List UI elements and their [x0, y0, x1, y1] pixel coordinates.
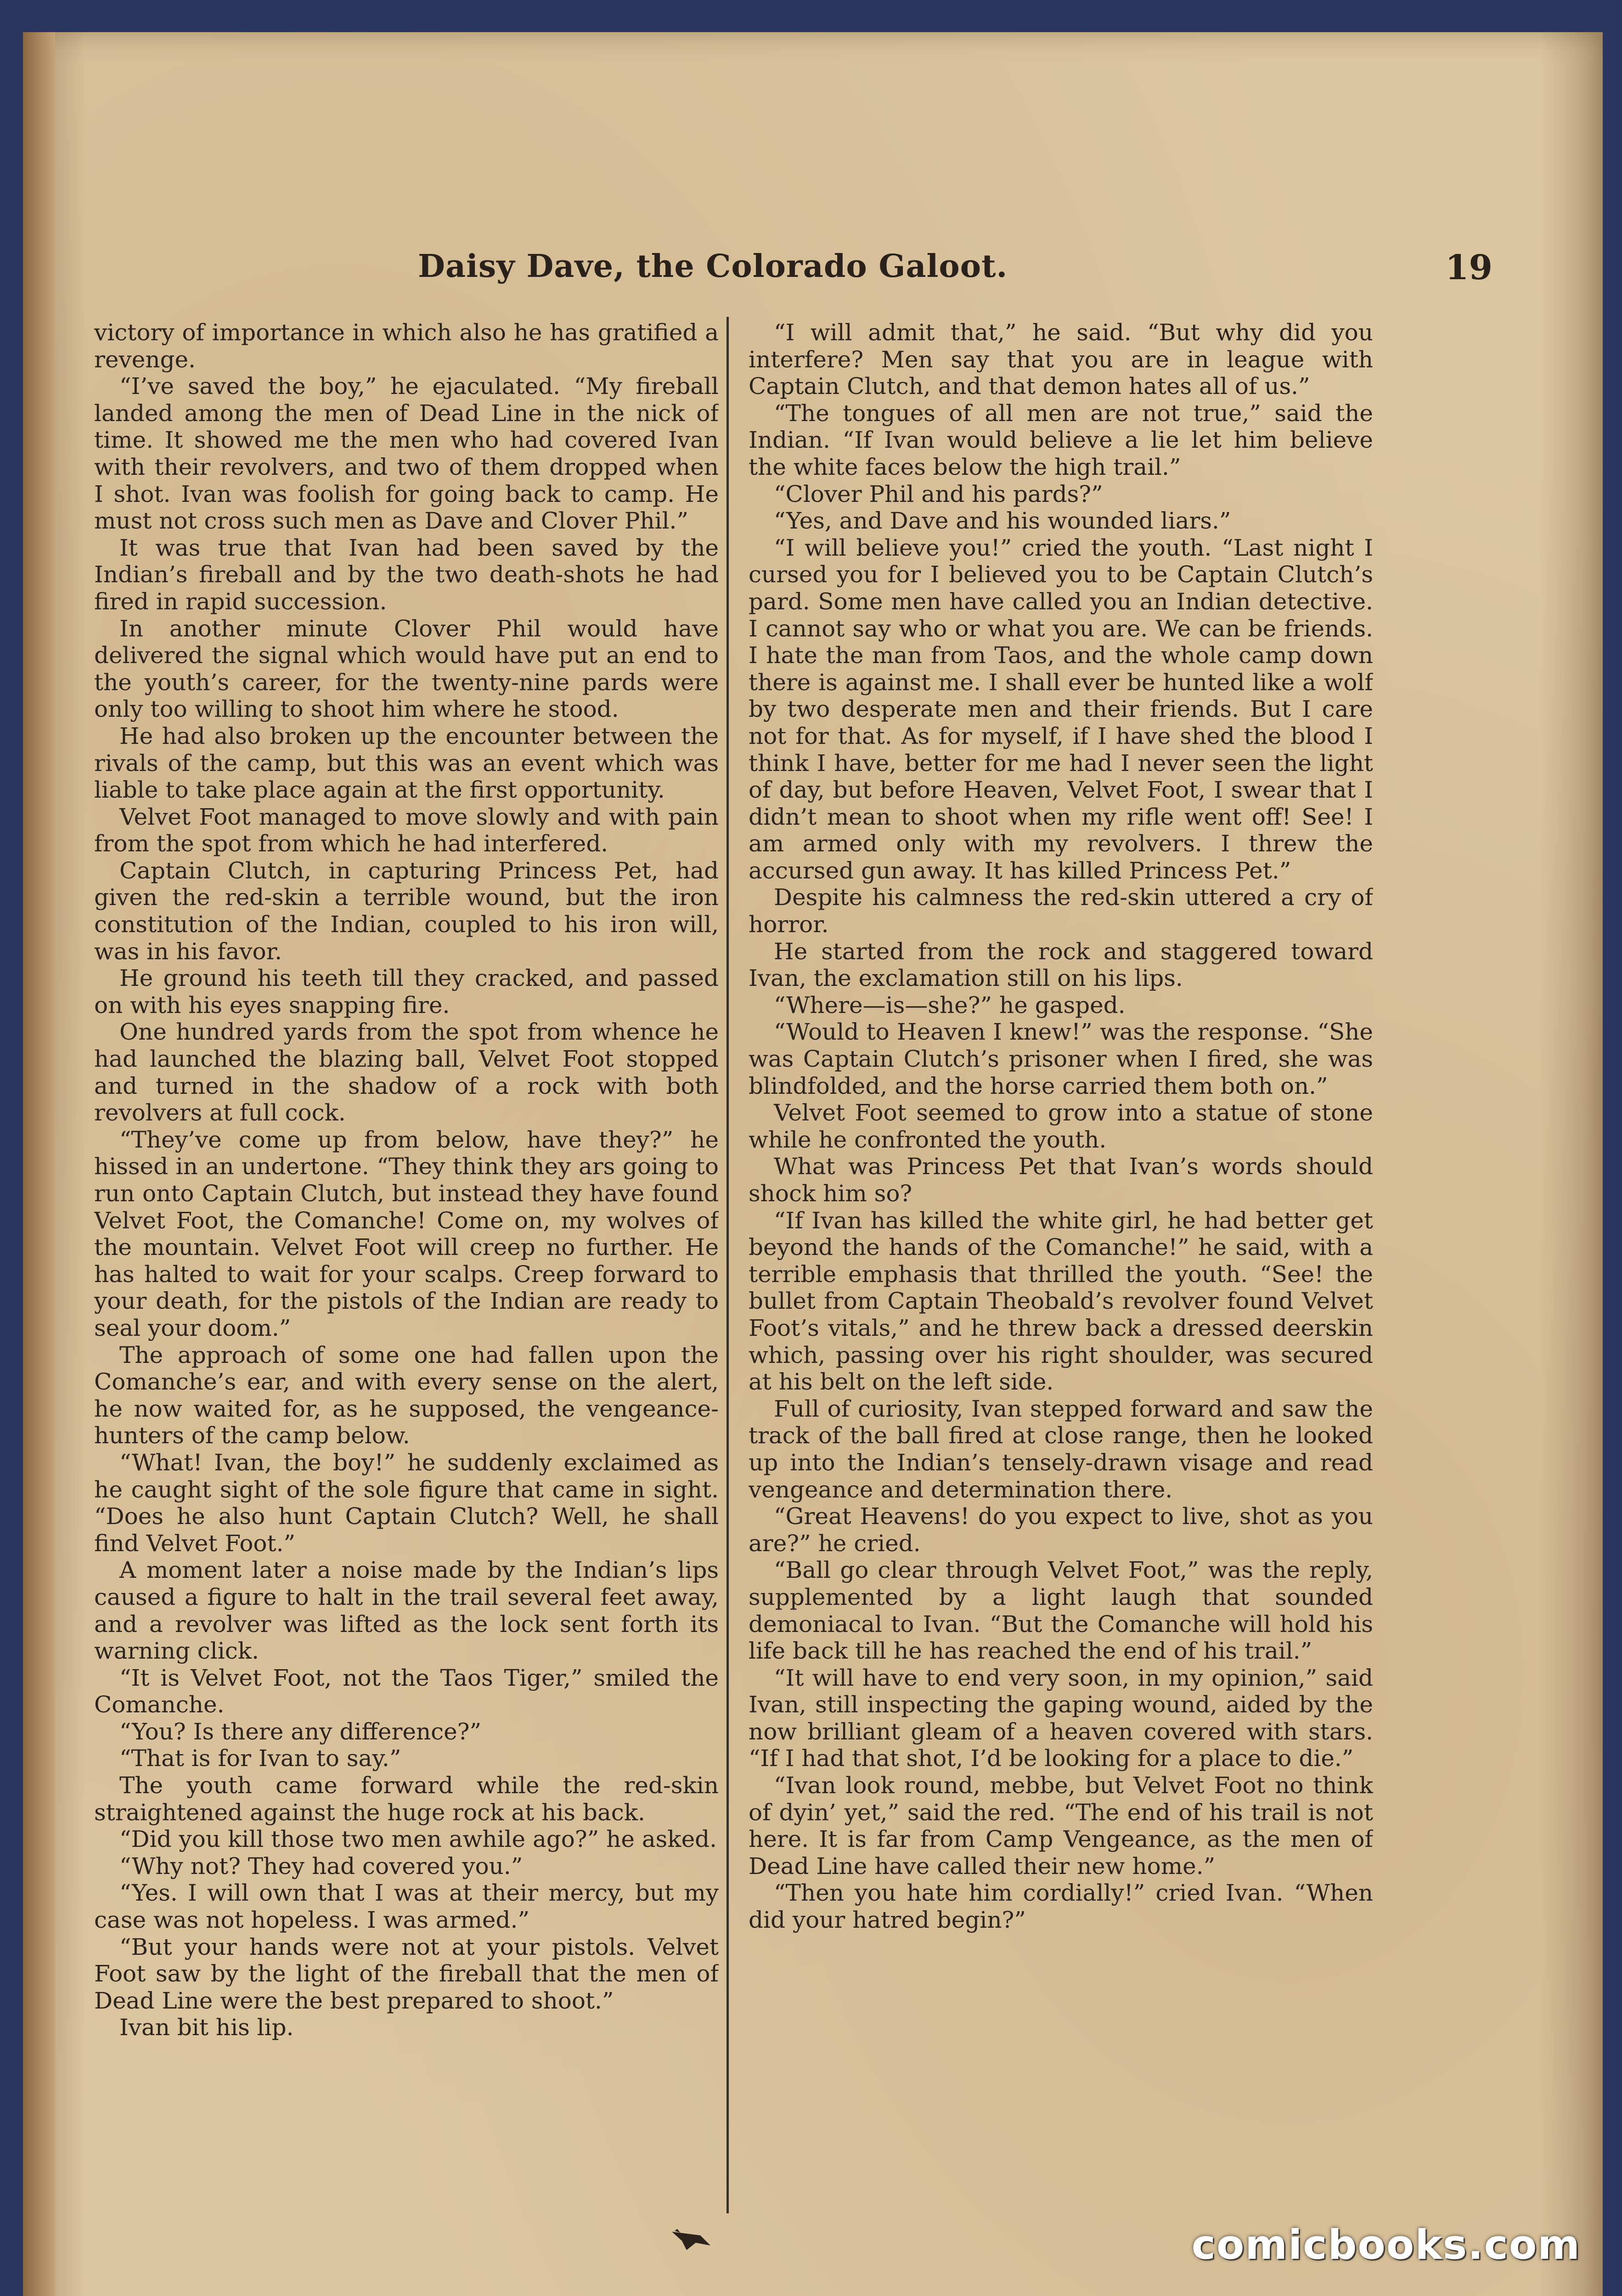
- paragraph: “If Ivan has killed the white girl, he had better get beyond the hands of the Comanche!” he said, with a terrible emphasis that thrilled the youth. “See! the bullet from Captain Theobald’s revolver found Velvet Foot’s vitals,” and he threw back a dressed deerskin which, passing over his right shoulder, was secured at his belt on the left side.: [749, 1207, 1373, 1396]
- paragraph: “Great Heavens! do you expect to live, shot as you are?” he cried.: [749, 1503, 1373, 1557]
- paragraph: He started from the rock and staggered toward Ivan, the exclamation still on his lips.: [749, 938, 1373, 992]
- paragraph: “Yes. I will own that I was at their mercy, but my case was not hopeless. I was armed.”: [94, 1880, 719, 1934]
- paragraph: “I will admit that,” he said. “But why did you interfere? Men say that you are in league with Captain Clutch, and that demon hates all of us.”: [749, 319, 1373, 400]
- paragraph: “That is for Ivan to say.”: [119, 1745, 401, 1772]
- right-text-column: [749, 319, 1373, 2225]
- paragraph: What was Princess Pet that Ivan’s words should shock him so?: [749, 1153, 1373, 1207]
- book-page: [23, 32, 1603, 2296]
- paragraph: “Why not? They had covered you.”: [119, 1852, 523, 1880]
- paragraph: “I’ve saved the boy,” he ejaculated. “My fireball landed among the men of Dead Line in the nick of time. It showed me the men who had covered Ivan with their revolvers, and two of them dropped when I shot. Ivan was foolish for going back to camp. He must not cross such men as Dave and Clover Phil.”: [94, 373, 719, 535]
- page-header: [87, 234, 1492, 303]
- paragraph: Full of curiosity, Ivan stepped forward and saw the track of the ball fired at close range, then he looked up into the Indian’s tensely-drawn visage and read vengeance and determination there.: [749, 1395, 1373, 1503]
- paragraph: One hundred yards from the spot from whence he had launched the blazing ball, Velvet Foot stopped and turned in the shadow of a rock with both revolvers at full cock.: [94, 1019, 719, 1126]
- paragraph: victory of importance in which also he has gratified a revenge.: [94, 319, 719, 373]
- left-text-column: [94, 319, 719, 2225]
- paragraph: “Then you hate him cordially!” cried Ivan. “When did your hatred begin?”: [749, 1880, 1373, 1934]
- paragraph: “Did you kill those two men awhile ago?” he asked.: [119, 1826, 717, 1853]
- paragraph: “They’ve come up from below, have they?” he hissed in an undertone. “They think they ars going to run onto Captain Clutch, but instead they have found Velvet Foot, the Comanche! Come on, my wolves of the mountain. Velvet Foot will creep no further. He has halted to wait for your scalps. Creep forward to your death, for the pistols of the Indian are ready to seal your doom.”: [94, 1126, 719, 1341]
- running-title: Daisy Dave, the Colorado Galoot.: [418, 248, 1008, 285]
- paragraph: Despite his calmness the red-skin uttered a cry of horror.: [749, 884, 1373, 938]
- page-number: 19: [1445, 248, 1492, 287]
- paragraph: “Yes, and Dave and his wounded liars.”: [774, 507, 1231, 535]
- paragraph: Velvet Foot managed to move slowly and with pain from the spot from which he had interfered.: [94, 803, 719, 857]
- paragraph: “I will believe you!” cried the youth. “Last night I cursed you for I believed you to be Captain Clutch’s pard. Some men have called you an Indian detective. I cannot say who or what you are. We can be friends. I hate the man from Taos, and the whole camp down there is against me. I shall ever be hunted like a wolf by two desperate men and their friends. But I care not for that. As for myself, if I have shed the blood I think I have, better for me had I never seen the light of day, but before Heaven, Velvet Foot, I swear that I didn’t mean to shoot when my rifle went off! See! I am armed only with my revolvers. I threw the accursed gun away. It has killed Princess Pet.”: [749, 534, 1373, 884]
- paragraph: “It will have to end very soon, in my opinion,” said Ivan, still inspecting the gaping wound, aided by the now brilliant gleam of a heaven covered with stars. “If I had that shot, I’d be looking for a place to die.”: [749, 1664, 1373, 1772]
- paragraph: “Clover Phil and his pards?”: [774, 480, 1103, 507]
- paragraph: The approach of some one had fallen upon the Comanche’s ear, and with every sense on the alert, he now waited for, as he supposed, the vengeance-hunters of the camp below.: [94, 1341, 719, 1449]
- printer-ornament-icon: [668, 2227, 714, 2255]
- paragraph: A moment later a noise made by the Indian’s lips caused a figure to halt in the trail several feet away, and a revolver was lifted as the lock sent forth its warning click.: [94, 1557, 719, 1665]
- page-spine-shadow: [23, 32, 55, 2296]
- paragraph: “But your hands were not at your pistols. Velvet Foot saw by the light of the fireball that the men of Dead Line were the best prepared to shoot.”: [94, 1933, 719, 2014]
- paragraph: It was true that Ivan had been saved by the Indian’s fireball and by the two death-shots he had fired in rapid succession.: [94, 534, 719, 615]
- paragraph: Captain Clutch, in capturing Princess Pet, had given the red-skin a terrible wound, but the iron constitution of the Indian, coupled to his iron will, was in his favor.: [94, 857, 719, 965]
- column-divider: [727, 317, 729, 2213]
- paragraph: “What! Ivan, the boy!” he suddenly exclaimed as he caught sight of the sole figure that came in sight. “Does he also hunt Captain Clutch? Well, he shall find Velvet Foot.”: [94, 1449, 719, 1557]
- paragraph: “The tongues of all men are not true,” said the Indian. “If Ivan would believe a lie let him believe the white faces below the high trail.”: [749, 400, 1373, 480]
- paragraph: “It is Velvet Foot, not the Taos Tiger,” smiled the Comanche.: [94, 1664, 719, 1718]
- paragraph: “Would to Heaven I knew!” was the response. “She was Captain Clutch’s prisoner when I fired, she was blindfolded, and the horse carried them both on.”: [749, 1019, 1373, 1099]
- paragraph: Velvet Foot seemed to grow into a statue of stone while he confronted the youth.: [749, 1099, 1373, 1153]
- site-watermark: comicbooks.com: [1191, 2221, 1581, 2268]
- paragraph: In another minute Clover Phil would have delivered the signal which would have put an end to the youth’s career, for the twenty-nine pards were only too willing to shoot him where he stood.: [94, 615, 719, 723]
- paragraph: “You? Is there any difference?”: [119, 1718, 482, 1745]
- paragraph: The youth came forward while the red-skin straightened against the huge rock at his back.: [94, 1772, 719, 1826]
- paragraph: “Ball go clear through Velvet Foot,” was the reply, supplemented by a light laugh that sounded demoniacal to Ivan. “But the Comanche will hold his life back till he has reached the end of his trail.”: [749, 1557, 1373, 1665]
- paragraph: “Where—is—she?” he gasped.: [774, 991, 1126, 1019]
- paragraph: He had also broken up the encounter between the rivals of the camp, but this was an event which was liable to take place again at the first opportunity.: [94, 722, 719, 804]
- paragraph: He ground his teeth till they cracked, and passed on with his eyes snapping fire.: [94, 965, 719, 1019]
- paragraph: Ivan bit his lip.: [119, 2014, 294, 2041]
- paragraph: “Ivan look round, mebbe, but Velvet Foot no think of dyin’ yet,” said the red. “The end of his trail is not here. It is far from Camp Vengeance, as the men of Dead Line have called their new home.”: [749, 1772, 1373, 1880]
